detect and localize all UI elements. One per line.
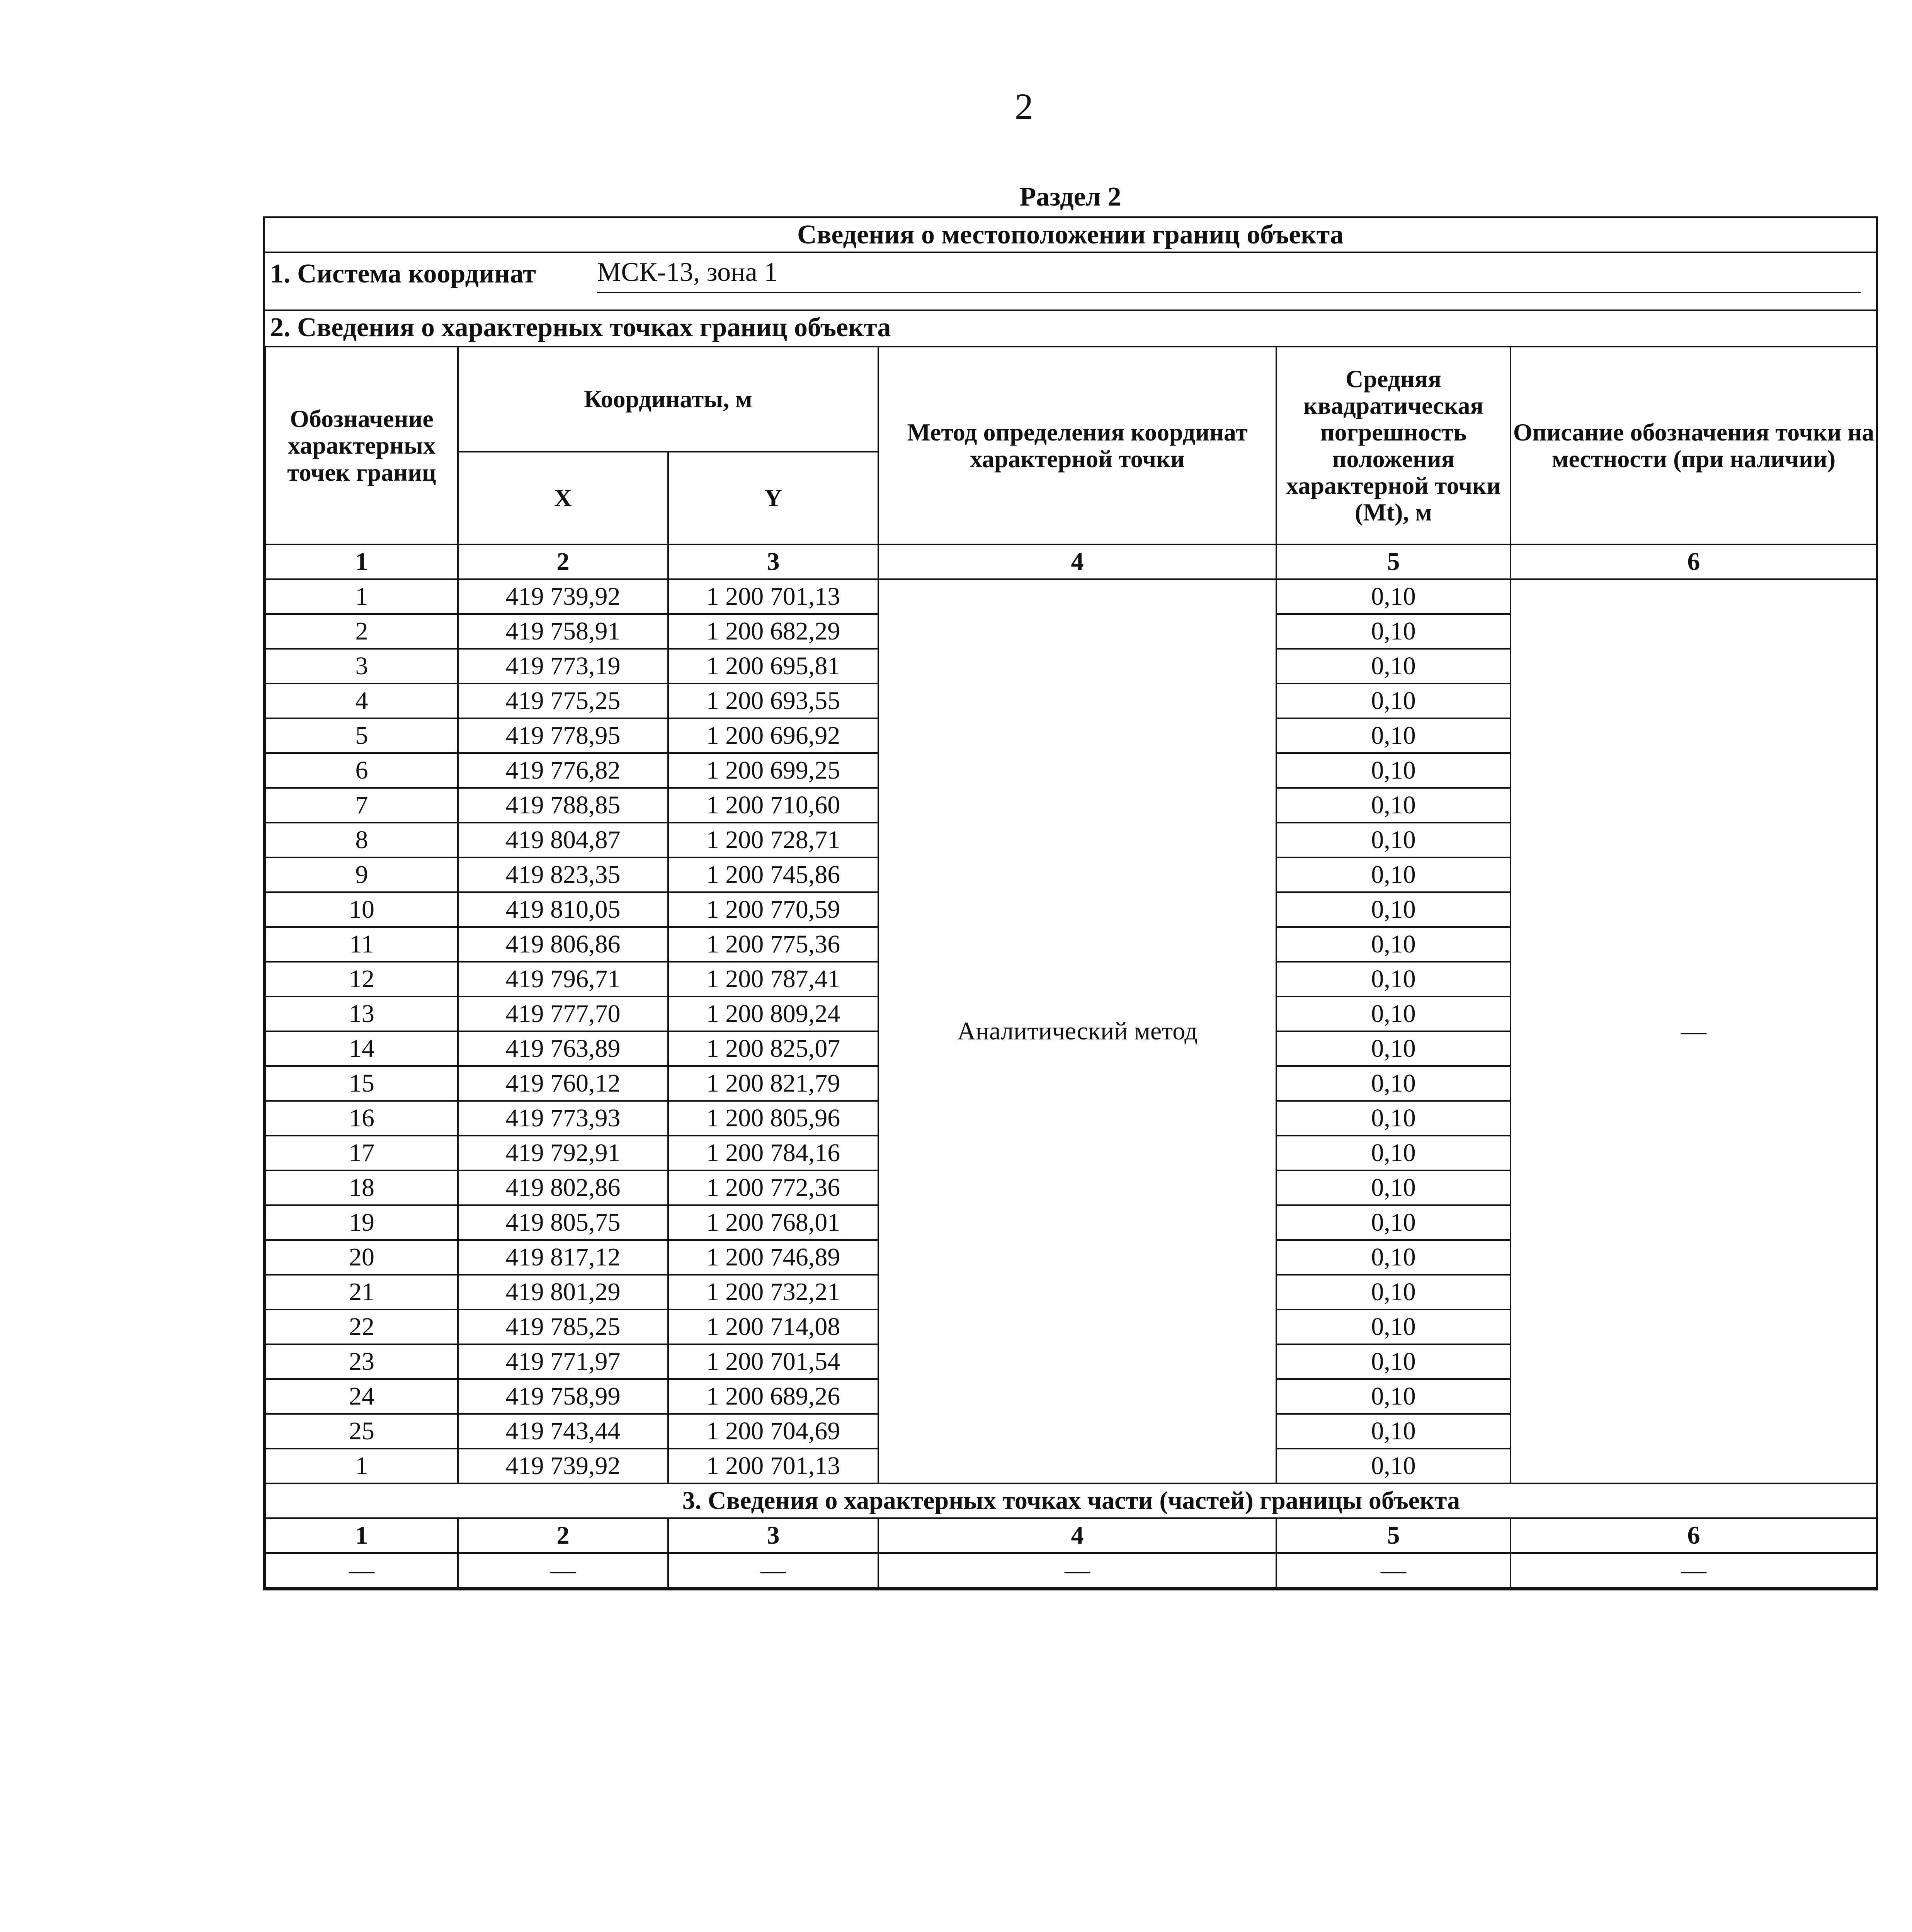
column-number: 5 — [1276, 544, 1511, 579]
point-number: 8 — [265, 823, 458, 857]
point-number: 19 — [265, 1205, 458, 1240]
point-y: 1 200 699,25 — [668, 753, 878, 788]
point-accuracy: 0,10 — [1276, 614, 1511, 649]
point-number: 1 — [265, 579, 458, 614]
point-y: 1 200 768,01 — [668, 1205, 878, 1240]
parts-cell: — — [878, 1553, 1276, 1588]
point-number: 23 — [265, 1344, 458, 1379]
column-number: 4 — [878, 1518, 1276, 1553]
point-x: 419 788,85 — [458, 788, 668, 823]
point-accuracy: 0,10 — [1276, 684, 1511, 718]
point-y: 1 200 695,81 — [668, 649, 878, 684]
point-accuracy: 0,10 — [1276, 649, 1511, 684]
underline — [597, 292, 1861, 293]
point-number: 2 — [265, 614, 458, 649]
point-number: 24 — [265, 1379, 458, 1414]
header-coordinates: Координаты, м — [458, 347, 878, 452]
point-number: 25 — [265, 1414, 458, 1449]
column-number: 6 — [1511, 544, 1877, 579]
parts-cell: — — [1511, 1553, 1877, 1588]
point-x: 419 806,86 — [458, 927, 668, 962]
header-y: Y — [668, 452, 878, 544]
point-y: 1 200 770,59 — [668, 892, 878, 927]
column-number: 3 — [668, 1518, 878, 1553]
point-accuracy: 0,10 — [1276, 1449, 1511, 1483]
header-method: Метод определения координат характерной точки — [878, 347, 1276, 544]
point-x: 419 796,71 — [458, 962, 668, 997]
coordinate-system-row — [265, 253, 1876, 311]
points-table-body — [265, 579, 1877, 1483]
point-accuracy: 0,10 — [1276, 1136, 1511, 1170]
column-number: 2 — [458, 1518, 668, 1553]
point-x: 419 802,86 — [458, 1170, 668, 1205]
header-accuracy: Средняя квадратическая погрешность положения характерной точки (Mt), м — [1276, 347, 1511, 544]
point-x: 419 739,92 — [458, 579, 668, 614]
point-y: 1 200 809,24 — [668, 997, 878, 1031]
point-x: 419 805,75 — [458, 1205, 668, 1240]
point-number: 21 — [265, 1275, 458, 1310]
coordinate-system-value: МСК-13, зона 1 — [597, 257, 778, 287]
point-x: 419 792,91 — [458, 1136, 668, 1170]
point-y: 1 200 714,08 — [668, 1310, 878, 1344]
point-number: 5 — [265, 718, 458, 753]
column-number: 4 — [878, 544, 1276, 579]
description-cell: — — [1511, 579, 1877, 1483]
point-accuracy: 0,10 — [1276, 1205, 1511, 1240]
point-number: 3 — [265, 649, 458, 684]
header-designation: Обозначение характерных точек границ — [265, 347, 458, 544]
point-number: 17 — [265, 1136, 458, 1170]
point-y: 1 200 682,29 — [668, 614, 878, 649]
points-section-title: 2. Сведения о характерных точках границ объекта — [270, 313, 891, 342]
column-number: 1 — [265, 1518, 458, 1553]
point-y: 1 200 746,89 — [668, 1240, 878, 1275]
parts-cell: — — [1276, 1553, 1511, 1588]
point-accuracy: 0,10 — [1276, 1101, 1511, 1136]
point-accuracy: 0,10 — [1276, 1310, 1511, 1344]
column-number: 1 — [265, 544, 458, 579]
location-header: Сведения о местоположении границ объекта — [265, 218, 1876, 253]
column-number-row — [265, 544, 1877, 579]
point-accuracy: 0,10 — [1276, 1066, 1511, 1101]
point-x: 419 778,95 — [458, 718, 668, 753]
column-number: 5 — [1276, 1518, 1511, 1553]
point-x: 419 763,89 — [458, 1031, 668, 1066]
point-number: 11 — [265, 927, 458, 962]
point-number: 16 — [265, 1101, 458, 1136]
coordinate-system-label: 1. Система координат — [270, 259, 536, 289]
point-accuracy: 0,10 — [1276, 1240, 1511, 1275]
point-x: 419 773,19 — [458, 649, 668, 684]
point-y: 1 200 775,36 — [668, 927, 878, 962]
point-y: 1 200 704,69 — [668, 1414, 878, 1449]
point-number: 18 — [265, 1170, 458, 1205]
point-accuracy: 0,10 — [1276, 1414, 1511, 1449]
point-x: 419 804,87 — [458, 823, 668, 857]
point-x: 419 760,12 — [458, 1066, 668, 1101]
parts-cell: — — [668, 1553, 878, 1588]
point-x: 419 758,99 — [458, 1379, 668, 1414]
points-table — [265, 346, 1878, 1588]
point-number: 7 — [265, 788, 458, 823]
point-x: 419 743,44 — [458, 1414, 668, 1449]
point-y: 1 200 772,36 — [668, 1170, 878, 1205]
point-y: 1 200 701,54 — [668, 1344, 878, 1379]
point-number: 12 — [265, 962, 458, 997]
point-accuracy: 0,10 — [1276, 857, 1511, 892]
point-number: 1 — [265, 1449, 458, 1483]
point-accuracy: 0,10 — [1276, 1170, 1511, 1205]
point-accuracy: 0,10 — [1276, 718, 1511, 753]
point-y: 1 200 787,41 — [668, 962, 878, 997]
point-accuracy: 0,10 — [1276, 823, 1511, 857]
column-number: 3 — [668, 544, 878, 579]
point-x: 419 785,25 — [458, 1310, 668, 1344]
point-x: 419 776,82 — [458, 753, 668, 788]
parts-data-row — [265, 1553, 1877, 1588]
point-number: 22 — [265, 1310, 458, 1344]
point-y: 1 200 825,07 — [668, 1031, 878, 1066]
table-row — [265, 579, 1877, 614]
point-accuracy: 0,10 — [1276, 997, 1511, 1031]
point-x: 419 739,92 — [458, 1449, 668, 1483]
point-accuracy: 0,10 — [1276, 892, 1511, 927]
point-accuracy: 0,10 — [1276, 1031, 1511, 1066]
point-number: 10 — [265, 892, 458, 927]
column-number: 6 — [1511, 1518, 1877, 1553]
parts-section-title: 3. Сведения о характерных точках части (частей) границы объекта — [265, 1483, 1877, 1518]
parts-column-number-row — [265, 1518, 1877, 1553]
parts-cell: — — [265, 1553, 458, 1588]
point-y: 1 200 745,86 — [668, 857, 878, 892]
point-y: 1 200 805,96 — [668, 1101, 878, 1136]
point-x: 419 777,70 — [458, 997, 668, 1031]
point-x: 419 817,12 — [458, 1240, 668, 1275]
point-number: 20 — [265, 1240, 458, 1275]
point-number: 14 — [265, 1031, 458, 1066]
point-x: 419 775,25 — [458, 684, 668, 718]
point-y: 1 200 701,13 — [668, 579, 878, 614]
point-x: 419 771,97 — [458, 1344, 668, 1379]
point-y: 1 200 696,92 — [668, 718, 878, 753]
point-number: 4 — [265, 684, 458, 718]
point-y: 1 200 710,60 — [668, 788, 878, 823]
point-x: 419 801,29 — [458, 1275, 668, 1310]
point-number: 13 — [265, 997, 458, 1031]
point-x: 419 810,05 — [458, 892, 668, 927]
point-accuracy: 0,10 — [1276, 1344, 1511, 1379]
point-accuracy: 0,10 — [1276, 1379, 1511, 1414]
point-accuracy: 0,10 — [1276, 579, 1511, 614]
point-number: 6 — [265, 753, 458, 788]
section-title: Раздел 2 — [1019, 182, 1121, 212]
point-accuracy: 0,10 — [1276, 1275, 1511, 1310]
page-number: 2 — [1015, 86, 1033, 127]
method-cell: Аналитический метод — [878, 579, 1276, 1483]
point-x: 419 773,93 — [458, 1101, 668, 1136]
point-x: 419 823,35 — [458, 857, 668, 892]
point-y: 1 200 732,21 — [668, 1275, 878, 1310]
parts-cell: — — [458, 1553, 668, 1588]
point-accuracy: 0,10 — [1276, 753, 1511, 788]
point-y: 1 200 693,55 — [668, 684, 878, 718]
point-y: 1 200 728,71 — [668, 823, 878, 857]
point-number: 9 — [265, 857, 458, 892]
point-y: 1 200 784,16 — [668, 1136, 878, 1170]
header-x: X — [458, 452, 668, 544]
point-y: 1 200 821,79 — [668, 1066, 878, 1101]
header-description: Описание обозначения точки на местности (при наличии) — [1511, 347, 1877, 544]
point-accuracy: 0,10 — [1276, 788, 1511, 823]
column-number: 2 — [458, 544, 668, 579]
point-accuracy: 0,10 — [1276, 927, 1511, 962]
point-y: 1 200 689,26 — [668, 1379, 878, 1414]
point-y: 1 200 701,13 — [668, 1449, 878, 1483]
point-number: 15 — [265, 1066, 458, 1101]
point-x: 419 758,91 — [458, 614, 668, 649]
boundary-sheet — [263, 216, 1878, 1590]
point-accuracy: 0,10 — [1276, 962, 1511, 997]
